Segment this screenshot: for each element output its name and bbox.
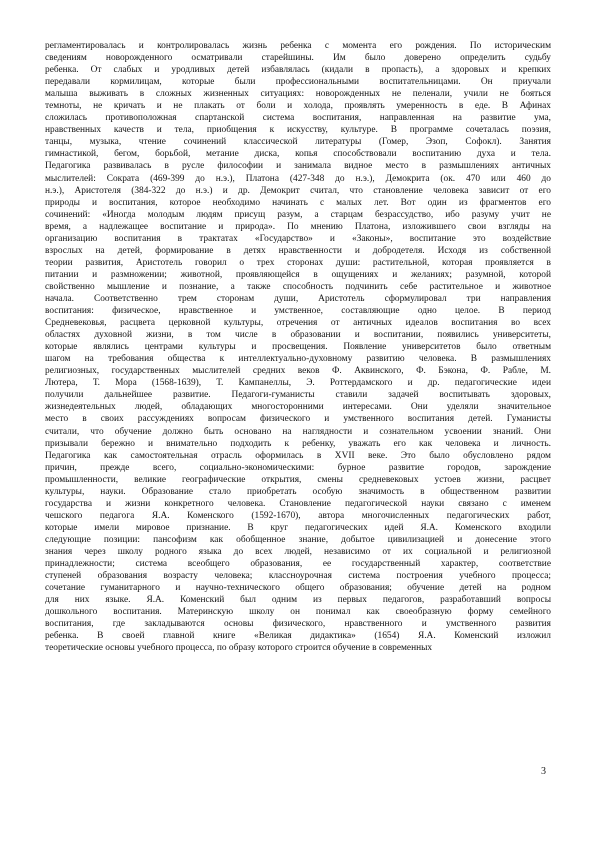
text-line: теоретические основы учебного процесса, по образу которого строится обучение в современных bbox=[45, 643, 433, 654]
text-line: передавали кормилицам, которые были профессиональными воспитательницами. Он приучали bbox=[45, 77, 551, 88]
text-line: питании и размножении; животной, проявляющейся в ощущениях и желаниях; разумной, которой bbox=[45, 269, 551, 280]
text-line: гимнастикой, бегом, борьбой, метание диска, копья способствовали воспитанию духа и тела. bbox=[45, 149, 551, 160]
text-line: культуры, науки. Образование стало приобретать особую значимость в общественном развитии bbox=[45, 486, 551, 497]
text-line: природы и воспитания, которое необходимо начинать с малых лет. Вот один из фрагментов его bbox=[45, 197, 551, 208]
text-line: которые являлись центрами культуры и просвещения. Появление университетов было ответным bbox=[45, 342, 551, 353]
text-line: принадлежности; система всеобщего образования, ее государственный характер, соответствие bbox=[45, 559, 551, 570]
text-line: организацию воспитания в трактатах «Государство» и «Законы», воспитание это воздействие bbox=[45, 233, 551, 244]
text-line: которые имели мировое признание. В круг педагогических идей Я.А. Коменского входили bbox=[45, 522, 551, 533]
text-line: темноты, не кричать и не плакать от боли и холода, проявлять умеренность в еде. В Афинах bbox=[45, 101, 551, 112]
text-line: Лютера, Т. Мора (1568-1639), Т. Кампанеллы, Э. Роттердамского и др. педагогические идеи bbox=[45, 378, 551, 389]
text-line: причин, прежде всего, социально-экономическими: бурное развитие городов, зарождение bbox=[45, 462, 551, 473]
text-line: малыша выживать в сложных жизненных ситуациях: новорожденных не пеленали, учили не бояться bbox=[45, 89, 551, 100]
text-line: жизнедеятельных людей, обладающих многосторонними интересами. Они уделяли значительное bbox=[45, 402, 551, 413]
text-line: чешского педагога Я.А. Коменского (1592-1670), автора многочисленных педагогических работ, bbox=[45, 510, 551, 521]
text-line: получили дальнейшее развитие. Педагоги-гуманисты ставили задачей воспитывать здоровых, bbox=[45, 390, 551, 401]
text-line: знания через школу родного языка до всех людей, независимо от их социальной и религиозной bbox=[45, 546, 551, 557]
text-line: шагом на требования общества к интеллектуально-духовному развитию человека. В размышлениях bbox=[45, 354, 551, 365]
text-line: Педагогика развивалась в русле философии и занимала видное место в размышлениях античных bbox=[45, 161, 551, 172]
body-text bbox=[45, 40, 551, 654]
text-line: регламентировалась и контролировалась жизнь ребенка с момента его рождения. По историческим bbox=[45, 41, 551, 51]
text-line: воспитания, где закладываются основы физического, нравственного и умственного развития bbox=[45, 619, 551, 630]
text-line: взрослых на детей, формирование в детях нравственности и добродетеля. Исходя из собственной bbox=[45, 245, 551, 256]
text-line: для них языке. Я.А. Коменский был одним из первых педагогов, разработавший вопросы bbox=[45, 595, 551, 606]
page-number: 3 bbox=[541, 766, 546, 777]
text-line: нравственных качеств и тела, приобщения к искусству, культуре. В программе сочеталась поэзия, bbox=[45, 125, 551, 136]
text-line: государства и жизни конкретного человека. Становление педагогической науки связано с именем bbox=[45, 498, 551, 509]
text-line: ребенка. В своей главной книге «Великая дидактика» (1654) Я.А. Коменский изложил bbox=[45, 631, 551, 642]
text-line: дошкольного воспитания. Материнскую школу он понимал как своеобразную форму семейного bbox=[45, 607, 551, 618]
text-line: сложилась противоположная спартанской система воспитания, направленная на развитие ума, bbox=[45, 113, 551, 124]
text-line: ребенка. От слабых и уродливых детей избавлялась (кидали в пропасть), а здоровых и крепких bbox=[45, 65, 551, 76]
text-line: следующие позиции: пансофизм как обобщенное знание, добытое цивилизацией и донесение этого bbox=[45, 534, 551, 545]
text-line: сведениям новорожденного осматривали старейшины. Им было доверено определить судьбу bbox=[45, 53, 551, 64]
text-line: считали, что обучение должно быть основано на наглядности и сознательном усвоении знаний. Они bbox=[45, 426, 551, 437]
text-line: место в своих рассуждениях вопросам физического и умственного воспитания детей. Гуманисты bbox=[45, 414, 551, 425]
text-line: сочетание гуманитарного и научно-технического общего образования; обучение детей на родном bbox=[45, 583, 551, 594]
text-line: н.э.), Аристотеля (384-322 до н.э.) и др. Демокрит считал, что становление человека зависит от его bbox=[45, 185, 551, 196]
text-line: свойственно мышление и познание, а также способность подчинить себе растительное и животное bbox=[45, 281, 551, 292]
text-line: танцы, музыка, чтение сочинений классической литературы (Гомер, Эзоп, Софокл). Занятия bbox=[45, 137, 551, 148]
text-line: мыслителей: Сократа (469-399 до н.э.), Платона (427-348 до н.э.), Демокрита (ок. 470 или 460 до bbox=[45, 173, 551, 184]
text-line: начала. Соответственно трем сторонам души, Аристотель сформулировал три направления bbox=[45, 293, 551, 304]
text-line: ступеней образования возрасту человека; классноурочная система построения учебного процесса; bbox=[45, 571, 551, 582]
text-line: Педагогика как самостоятельная отрасль оформилась в XVII веке. Это было обусловлено рядом bbox=[45, 450, 551, 461]
text-line: призывали бережно и внимательно подходить к ребенку, уважать его как человека и личность. bbox=[45, 438, 551, 449]
text-line: воспитания: физическое, нравственное и умственное, составляющие одно целое. В период bbox=[45, 306, 551, 317]
text-line: сочинений: «Иногда молодым людям присущ разум, а старцам безрассудство, ибо разуму учит не bbox=[45, 209, 551, 220]
text-line: время, а надлежащее воспитание и природа». По мнению Платона, изложившего свои взгляды на bbox=[45, 221, 551, 232]
text-line: промышленности, великие географические открытия, смены средневековых устоев жизни, расцвет bbox=[45, 474, 551, 485]
text-line: теории развития, Аристотель говорил о трех сторонах души: растительной, которая проявляется в bbox=[45, 257, 551, 268]
text-line: Средневековья, расцвета церковной культуры, отречения от античных идеалов воспитания во всех bbox=[45, 318, 551, 329]
text-line: религиозных, государственных мыслителей средних веков Ф. Аквинского, Ф. Бэкона, Ф. Рабле, М. bbox=[45, 366, 551, 377]
text-line: областях духовной жизни, в том числе в образовании и воспитании, появились университеты, bbox=[45, 330, 551, 341]
